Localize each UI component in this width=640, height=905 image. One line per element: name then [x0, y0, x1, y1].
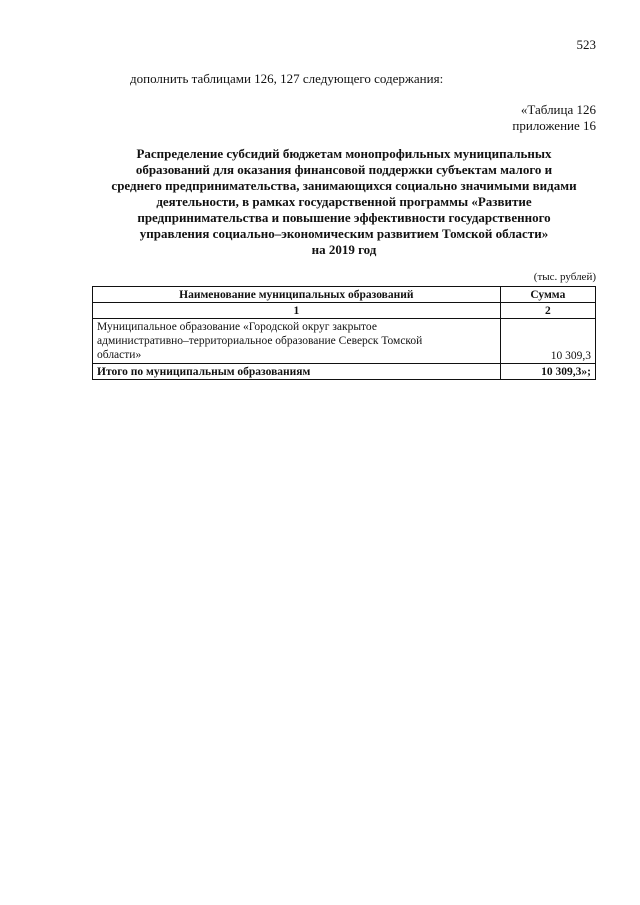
title-line: на 2019 год	[311, 242, 377, 257]
title-line: деятельности, в рамках государственной программы «Развитие	[156, 194, 532, 209]
title-line: среднего предпринимательства, занимающихся социально значимыми видами	[111, 178, 577, 193]
table-header-row	[93, 287, 596, 303]
total-row	[93, 364, 596, 380]
subsidy-table	[92, 286, 596, 380]
title-line: образований для оказания финансовой поддержки субъектам малого и	[135, 162, 553, 177]
intro-text: дополнить таблицами 126, 127 следующего содержания:	[130, 71, 444, 86]
column-number-row	[93, 303, 596, 319]
units-label: (тыс. рублей)	[533, 271, 596, 283]
municipality-name-cell	[93, 319, 501, 364]
page-number: 523	[576, 37, 596, 52]
table-row	[93, 319, 596, 364]
municipality-name-line: административно–территориальное образование Северск Томской	[97, 335, 423, 347]
table-ref-appendix: приложение 16	[512, 118, 596, 133]
title-line: Распределение субсидий бюджетам монопрофильных муниципальных	[136, 146, 552, 161]
header-name: Наименование муниципальных образований	[93, 287, 501, 303]
municipality-name-line: Муниципальное образование «Городской округ закрытое	[97, 321, 377, 333]
title-line: предпринимательства и повышение эффективности государственного	[137, 210, 551, 225]
column-number-sum: 2	[500, 303, 595, 319]
total-value: 10 309,3»;	[500, 364, 595, 380]
document-title	[92, 146, 596, 258]
total-label: Итого по муниципальным образованиям	[93, 364, 501, 380]
table-ref-number: «Таблица 126	[520, 102, 596, 117]
title-line: управления социально–экономическим развитием Томской области»	[139, 226, 549, 241]
column-number-name: 1	[93, 303, 501, 319]
municipality-sum: 10 309,3	[500, 319, 595, 364]
municipality-name-line: области»	[97, 349, 142, 361]
table-reference	[512, 102, 596, 134]
header-sum: Сумма	[500, 287, 595, 303]
